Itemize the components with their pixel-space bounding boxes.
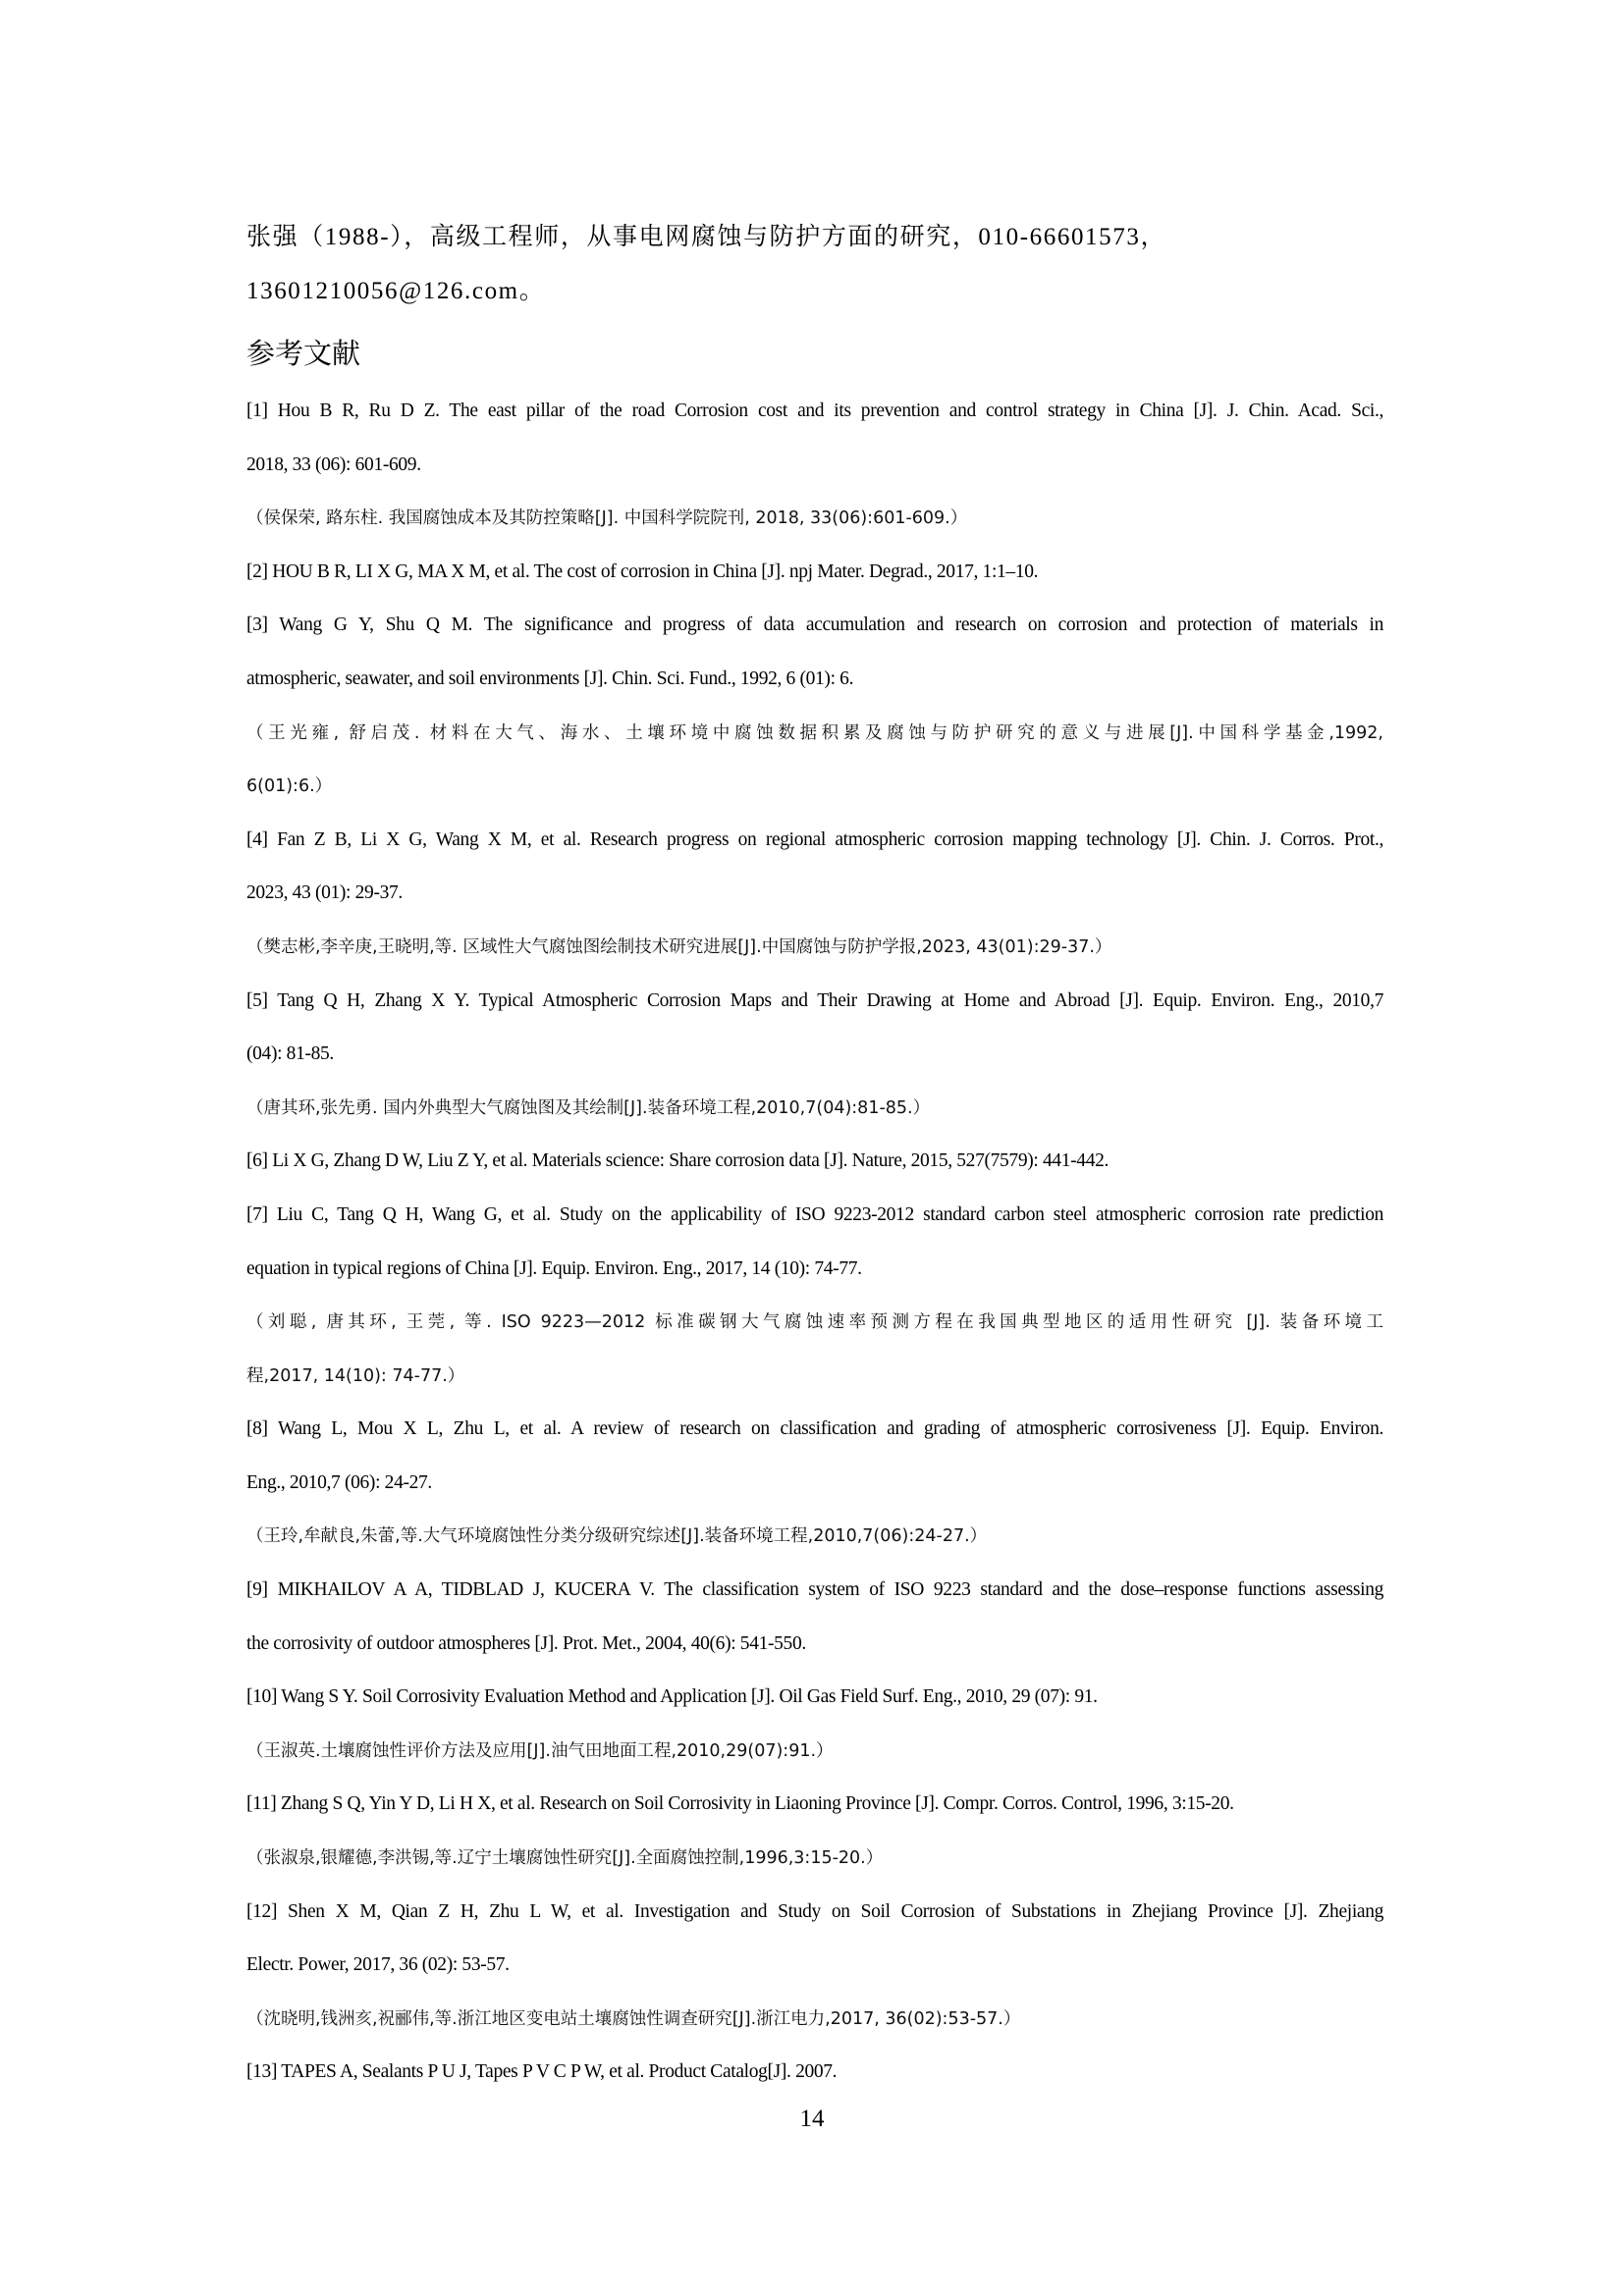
reference-line: equation in typical regions of China [J]. Equip. Environ. Eng., 2017, 14 (10): 74-77. xyxy=(246,1257,862,1279)
reference-line: [7] Liu C, Tang Q H, Wang G, et al. Study on the applicability of ISO 9223-2012 standard carbon steel atmospheric corrosion rate prediction xyxy=(246,1203,1383,1225)
reference-line: atmospheric, seawater, and soil environments [J]. Chin. Sci. Fund., 1992, 6 (01): 6. xyxy=(246,667,854,689)
references-list xyxy=(246,397,1383,2111)
reference-chinese-line: （樊志彬,李辛庚,王晓明,等. 区域性大气腐蚀图绘制技术研究进展[J].中国腐蚀与防护学报,2023, 43(01):29-37.） xyxy=(246,936,1112,957)
reference-line: [10] Wang S Y. Soil Corrosivity Evaluation Method and Application [J]. Oil Gas Field Surf. Eng., 2010, 29 (07): 91. xyxy=(246,1686,1098,1708)
reference-item xyxy=(246,397,1383,558)
reference-item xyxy=(246,1201,1383,1415)
author-bio-line: 13601210056@126.com。 xyxy=(246,278,546,304)
reference-line: 2018, 33 (06): 601-609. xyxy=(246,454,421,475)
reference-line: [2] HOU B R, LI X G, MA X M, et al. The cost of corrosion in China [J]. npj Mater. Degrad., 2017, 1:1–10. xyxy=(246,561,1039,582)
reference-line: [12] Shen X M, Qian Z H, Zhu L W, et al. Investigation and Study on Soil Corrosion of Substations in Zhejiang Province [J]. Zhejiang xyxy=(246,1900,1383,1922)
reference-line: [13] TAPES A, Sealants P U J, Tapes P V C P W, et al. Product Catalog[J]. 2007. xyxy=(246,2061,838,2083)
reference-item xyxy=(246,1789,1383,1896)
reference-chinese-line: （王淑英.土壤腐蚀性评价方法及应用[J].油气田地面工程,2010,29(07):91.） xyxy=(246,1740,834,1761)
author-bio xyxy=(246,210,1383,318)
reference-chinese-line: （刘聪, 唐其环, 王莞, 等. ISO 9223—2012 标准碳钢大气腐蚀速率预测方程在我国典型地区的适用性研究 [J]. 装备环境工 xyxy=(246,1312,1383,1333)
reference-chinese-line: （侯保荣, 路东柱. 我国腐蚀成本及其防控策略[J]. 中国科学院院刊, 2018, 33(06):601-609.） xyxy=(246,508,968,529)
references-heading: 参考文献 xyxy=(246,337,361,370)
reference-line: [1] Hou B R, Ru D Z. The east pillar of the road Corrosion cost and its prevention and control strategy in China [J]. J. Chin. Acad. Sci., xyxy=(246,400,1383,421)
reference-line: 2023, 43 (01): 29-37. xyxy=(246,882,403,904)
reference-line: Electr. Power, 2017, 36 (02): 53-57. xyxy=(246,1954,510,1976)
reference-chinese-line: 程,2017, 14(10): 74-77.） xyxy=(246,1365,465,1386)
reference-item xyxy=(246,1682,1383,1789)
reference-line: [9] MIKHAILOV A A, TIDBLAD J, KUCERA V. The classification system of ISO 9223 standard and the dose–response functions assessing xyxy=(246,1579,1383,1601)
reference-item xyxy=(246,1415,1383,1575)
reference-item xyxy=(246,826,1383,987)
reference-chinese-line: 6(01):6.） xyxy=(246,776,333,797)
reference-chinese-line: （沈晓明,钱洲亥,祝郦伟,等.浙江地区变电站土壤腐蚀性调查研究[J].浙江电力,2017, 36(02):53-57.） xyxy=(246,2008,1021,2029)
reference-line: [6] Li X G, Zhang D W, Liu Z Y, et al. Materials science: Share corrosion data [J]. Nature, 2015, 527(7579): 441-442. xyxy=(246,1150,1110,1172)
reference-line: [8] Wang L, Mou X L, Zhu L, et al. A review of research on classification and grading of atmospheric corrosiveness [J]. Equip. Environ. xyxy=(246,1418,1383,1440)
reference-chinese-line: （张淑泉,银耀德,李洪锡,等.辽宁土壤腐蚀性研究[J].全面腐蚀控制,1996,3:15-20.） xyxy=(246,1848,884,1869)
reference-chinese-line: （唐其环,张先勇. 国内外典型大气腐蚀图及其绘制[J].装备环境工程,2010,7(04):81-85.） xyxy=(246,1097,931,1118)
reference-item xyxy=(246,1575,1383,1682)
reference-line: Eng., 2010,7 (06): 24-27. xyxy=(246,1471,432,1493)
reference-item xyxy=(246,1897,1383,2058)
reference-chinese-line: （王玲,牟献良,朱蕾,等.大气环境腐蚀性分类分级研究综述[J].装备环境工程,2010,7(06):24-27.） xyxy=(246,1526,988,1547)
reference-item xyxy=(246,558,1383,612)
reference-line: (04): 81-85. xyxy=(246,1043,334,1065)
reference-line: [4] Fan Z B, Li X G, Wang X M, et al. Research progress on regional atmospheric corrosion mapping technology [J]. Chin. J. Corros. Prot., xyxy=(246,828,1383,850)
page-number: 14 xyxy=(799,2106,825,2132)
reference-line: the corrosivity of outdoor atmospheres [J]. Prot. Met., 2004, 40(6): 541-550. xyxy=(246,1632,806,1654)
reference-item xyxy=(246,2057,1383,2111)
reference-item xyxy=(246,987,1383,1148)
reference-item xyxy=(246,1147,1383,1201)
reference-line: [5] Tang Q H, Zhang X Y. Typical Atmospheric Corrosion Maps and Their Drawing at Home and Abroad [J]. Equip. Environ. Eng., 2010,7 xyxy=(246,989,1383,1011)
reference-line: [3] Wang G Y, Shu Q M. The significance and progress of data accumulation and research on corrosion and protection of materials in xyxy=(246,614,1383,636)
reference-line: [11] Zhang S Q, Yin Y D, Li H X, et al. Research on Soil Corrosivity in Liaoning Province [J]. Compr. Corros. Control, 1996, 3:15-20. xyxy=(246,1793,1234,1815)
author-bio-line: 张强（1988-），高级工程师，从事电网腐蚀与防护方面的研究，010-66601573， xyxy=(246,224,1167,250)
reference-item xyxy=(246,611,1383,825)
reference-chinese-line: （王光雍, 舒启茂. 材料在大气、海水、土壤环境中腐蚀数据积累及腐蚀与防护研究的意义与进展[J].中国科学基金,1992, xyxy=(246,722,1383,743)
